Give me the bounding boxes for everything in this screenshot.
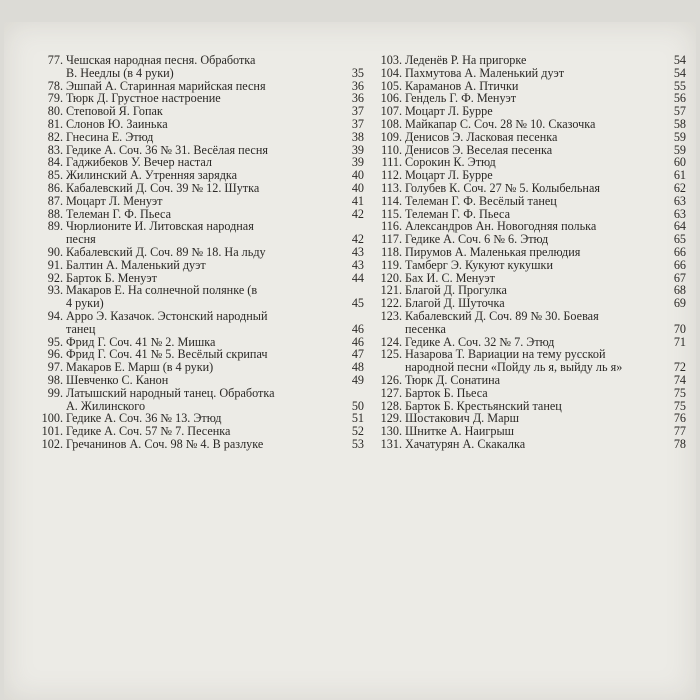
page-number: 56 bbox=[673, 91, 686, 106]
entry-title: Леденёв Р. На пригорке bbox=[405, 53, 527, 67]
entry-number: 103. bbox=[380, 53, 402, 67]
entry-number: 109. bbox=[380, 129, 402, 144]
entry-number: 92. bbox=[47, 270, 63, 285]
entry-title-continued: песня bbox=[66, 232, 96, 247]
entry-title-continued: А. Жилинского bbox=[66, 398, 146, 413]
entry-number: 128. bbox=[380, 398, 402, 413]
page-number: 42 bbox=[351, 232, 364, 247]
contents-entry bbox=[35, 220, 369, 246]
page-number: 40 bbox=[351, 168, 364, 183]
entry-title: Макаров Е. На солнечной полянке (в bbox=[66, 283, 258, 298]
entry-title: Пирумов А. Маленькая прелюдия bbox=[405, 244, 581, 259]
entry-number: 110. bbox=[381, 142, 402, 157]
page-number: 35 bbox=[351, 65, 364, 80]
entry-number: 122. bbox=[380, 296, 402, 311]
entry-number: 77. bbox=[47, 53, 63, 67]
entry-number: 127. bbox=[380, 385, 402, 400]
entry-title: Гендель Г. Ф. Менуэт bbox=[405, 91, 517, 106]
entry-number: 116. bbox=[381, 219, 402, 234]
entry-title: Гедике А. Соч. 57 № 7. Песенка bbox=[66, 424, 231, 439]
entry-number: 88. bbox=[47, 206, 63, 221]
entry-number: 118. bbox=[381, 244, 402, 259]
entry-number: 108. bbox=[380, 116, 402, 131]
entry-number: 126. bbox=[380, 372, 402, 387]
page-number: 41 bbox=[351, 193, 364, 208]
page-number: 38 bbox=[351, 129, 364, 144]
page-number: 58 bbox=[673, 116, 686, 131]
entry-title: Макаров Е. Марш (в 4 руки) bbox=[66, 360, 214, 375]
entry-number: 91. bbox=[47, 257, 63, 272]
entry-title: Жилинский А. Утренняя зарядка bbox=[66, 168, 238, 183]
entry-number: 113. bbox=[381, 180, 402, 195]
entry-title: Хачатурян А. Скакалка bbox=[405, 436, 526, 451]
entry-title: Благой Д. Шуточка bbox=[405, 296, 505, 311]
entry-number: 100. bbox=[41, 411, 63, 426]
contents-entry bbox=[35, 310, 369, 336]
page-number: 61 bbox=[673, 168, 686, 183]
entry-number: 78. bbox=[47, 78, 63, 93]
entry-title: Гедике А. Соч. 36 № 13. Этюд bbox=[66, 411, 222, 426]
entry-number: 98. bbox=[47, 372, 63, 387]
page-number: 55 bbox=[673, 78, 686, 93]
contents-entry bbox=[372, 310, 694, 336]
page-number: 40 bbox=[351, 180, 364, 195]
page-number: 54 bbox=[673, 65, 686, 80]
entry-title: Фрид Г. Соч. 41 № 2. Мишка bbox=[66, 334, 216, 349]
entry-title: Кабалевский Д. Соч. 89 № 30. Боевая bbox=[405, 308, 599, 323]
page-number: 66 bbox=[673, 244, 686, 259]
page-number: 60 bbox=[673, 155, 686, 170]
entry-number: 131. bbox=[380, 436, 402, 451]
page-number: 44 bbox=[351, 270, 364, 285]
entry-title: Эшпай А. Старинная марийская песня bbox=[66, 78, 266, 93]
page-number: 37 bbox=[351, 116, 364, 131]
page-number: 62 bbox=[673, 180, 686, 195]
entry-title: Степовой Я. Гопак bbox=[66, 104, 163, 119]
entry-title: Слонов Ю. Заинька bbox=[66, 116, 168, 131]
page-number: 74 bbox=[673, 372, 686, 387]
entry-title: Денисов Э. Веселая песенка bbox=[405, 142, 553, 157]
page-number: 43 bbox=[351, 257, 364, 272]
contents-entry bbox=[35, 387, 369, 413]
page-number: 36 bbox=[351, 91, 364, 106]
entry-number: 125. bbox=[380, 347, 402, 362]
page-number: 63 bbox=[673, 206, 686, 221]
entry-title: Гедике А. Соч. 6 № 6. Этюд bbox=[405, 232, 549, 247]
entry-number: 80. bbox=[47, 104, 63, 119]
page-number: 48 bbox=[351, 360, 364, 375]
contents-entry bbox=[372, 348, 694, 374]
entry-number: 120. bbox=[380, 270, 402, 285]
page-number: 39 bbox=[351, 155, 364, 170]
entry-title: Тюрк Д. Грустное настроение bbox=[66, 91, 221, 106]
entry-number: 95. bbox=[47, 334, 63, 349]
entry-title: Телеман Г. Ф. Пьеса bbox=[66, 206, 172, 221]
page-number: 51 bbox=[351, 411, 364, 426]
entry-number: 86. bbox=[47, 180, 63, 195]
entry-title: Балтин А. Маленький дуэт bbox=[66, 257, 206, 272]
entry-title: Майкапар С. Соч. 28 № 10. Сказочка bbox=[405, 116, 596, 131]
entry-title-continued: песенка bbox=[405, 321, 446, 336]
entry-title: Гаджибеков У. Вечер настал bbox=[66, 155, 213, 170]
entry-number: 93. bbox=[47, 283, 63, 298]
page-number: 46 bbox=[351, 334, 364, 349]
entry-number: 105. bbox=[380, 78, 402, 93]
entry-number: 117. bbox=[381, 232, 402, 247]
page-number: 66 bbox=[673, 257, 686, 272]
entry-title: Гнесина Е. Этюд bbox=[66, 129, 154, 144]
entry-title-continued: В. Неедлы (в 4 руки) bbox=[66, 65, 174, 80]
entry-number: 104. bbox=[380, 65, 402, 80]
contents-entry bbox=[35, 54, 369, 80]
page-number: 65 bbox=[673, 232, 686, 247]
entry-number: 87. bbox=[47, 193, 63, 208]
page-number: 78 bbox=[673, 436, 686, 451]
entry-number: 112. bbox=[381, 168, 402, 183]
entry-title: Моцарт Л. Бурре bbox=[405, 168, 493, 183]
entry-title: Чюрлионите И. Литовская народная bbox=[66, 219, 254, 234]
contents-entry bbox=[372, 438, 694, 451]
page-number: 36 bbox=[351, 78, 364, 93]
page-number: 59 bbox=[673, 142, 686, 157]
entry-number: 85. bbox=[47, 168, 63, 183]
entry-title: Гедике А. Соч. 36 № 31. Весёлая песня bbox=[66, 142, 268, 157]
contents-entry bbox=[35, 438, 369, 451]
entry-title: Шевченко С. Канон bbox=[66, 372, 169, 387]
page-number: 64 bbox=[673, 219, 686, 234]
page-number: 68 bbox=[673, 283, 686, 298]
entry-number: 99. bbox=[47, 385, 63, 400]
entry-title: Барток Б. Пьеса bbox=[405, 385, 488, 400]
entry-title: Барток Б. Крестьянский танец bbox=[405, 398, 562, 413]
entry-title: Бах И. С. Менуэт bbox=[405, 270, 495, 285]
page-number: 45 bbox=[351, 296, 364, 311]
entry-title: Денисов Э. Ласковая песенка bbox=[405, 129, 558, 144]
entry-number: 90. bbox=[47, 244, 63, 259]
entry-number: 115. bbox=[381, 206, 402, 221]
entry-title: Телеман Г. Ф. Весёлый танец bbox=[405, 193, 557, 208]
entry-title: Голубев К. Соч. 27 № 5. Колыбельная bbox=[405, 180, 600, 195]
entry-number: 79. bbox=[47, 91, 63, 106]
entry-number: 111. bbox=[381, 155, 402, 170]
entry-number: 129. bbox=[380, 411, 402, 426]
page-number: 54 bbox=[673, 53, 686, 67]
page-number: 59 bbox=[673, 129, 686, 144]
entry-title: Чешская народная песня. Обработка bbox=[66, 53, 256, 67]
page-number: 49 bbox=[351, 372, 364, 387]
entry-number: 106. bbox=[380, 91, 402, 106]
page-number: 63 bbox=[673, 193, 686, 208]
entry-title: Кабалевский Д. Соч. 89 № 18. На льду bbox=[66, 244, 266, 259]
page-number: 53 bbox=[351, 436, 364, 451]
entry-title: Тамберг Э. Кукуют кукушки bbox=[405, 257, 553, 272]
entry-title: Моцарт Л. Менуэт bbox=[66, 193, 163, 208]
entry-title: Гедике А. Соч. 32 № 7. Этюд bbox=[405, 334, 555, 349]
contents-left-column bbox=[35, 54, 369, 451]
entry-number: 82. bbox=[47, 129, 63, 144]
entry-number: 101. bbox=[41, 424, 63, 439]
entry-number: 81. bbox=[47, 116, 63, 131]
entry-number: 89. bbox=[47, 219, 63, 234]
contents-entry bbox=[35, 284, 369, 310]
page-number: 39 bbox=[351, 142, 364, 157]
entry-title: Телеман Г. Ф. Пьеса bbox=[405, 206, 511, 221]
entry-title: Моцарт Л. Бурре bbox=[405, 104, 493, 119]
page-number: 43 bbox=[351, 244, 364, 259]
entry-number: 124. bbox=[380, 334, 402, 349]
page-number: 69 bbox=[673, 296, 686, 311]
entry-number: 84. bbox=[47, 155, 63, 170]
page-number: 75 bbox=[673, 385, 686, 400]
page-number: 50 bbox=[351, 398, 364, 413]
entry-number: 123. bbox=[380, 308, 402, 323]
page-number: 76 bbox=[673, 411, 686, 426]
entry-title: Латышский народный танец. Обработка bbox=[66, 385, 275, 400]
entry-number: 114. bbox=[381, 193, 402, 208]
entry-title: Караманов А. Птички bbox=[405, 78, 519, 93]
page-number: 72 bbox=[673, 360, 686, 375]
entry-title-continued: 4 руки) bbox=[66, 296, 104, 311]
entry-title: Кабалевский Д. Соч. 39 № 12. Шутка bbox=[66, 180, 260, 195]
entry-number: 119. bbox=[381, 257, 402, 272]
entry-title: Барток Б. Менуэт bbox=[66, 270, 157, 285]
page-number: 52 bbox=[351, 424, 364, 439]
page-number: 75 bbox=[673, 398, 686, 413]
entry-title: Шостакович Д. Марш bbox=[405, 411, 519, 426]
contents-right-column bbox=[372, 54, 694, 451]
entry-number: 97. bbox=[47, 360, 63, 375]
page-number: 71 bbox=[673, 334, 686, 349]
entry-number: 130. bbox=[380, 424, 402, 439]
entry-title: Фрид Г. Соч. 41 № 5. Весёлый скрипач bbox=[66, 347, 268, 362]
entry-title: Гречанинов А. Соч. 98 № 4. В разлуке bbox=[66, 436, 264, 451]
entry-title: Пахмутова А. Маленький дуэт bbox=[405, 65, 565, 80]
page-number: 67 bbox=[673, 270, 686, 285]
entry-number: 102. bbox=[41, 436, 63, 451]
entry-title: Тюрк Д. Сонатина bbox=[405, 372, 501, 387]
page-number: 42 bbox=[351, 206, 364, 221]
entry-number: 107. bbox=[380, 104, 402, 119]
entry-number: 121. bbox=[380, 283, 402, 298]
page-number: 37 bbox=[351, 104, 364, 119]
entry-title-continued: танец bbox=[66, 321, 96, 336]
book-page bbox=[4, 22, 696, 700]
entry-title: Александров Ан. Новогодняя полька bbox=[405, 219, 597, 234]
entry-number: 96. bbox=[47, 347, 63, 362]
page-number: 77 bbox=[673, 424, 686, 439]
entry-title: Сорокин К. Этюд bbox=[405, 155, 496, 170]
entry-title: Благой Д. Прогулка bbox=[405, 283, 507, 298]
entry-title: Шнитке А. Наигрыш bbox=[405, 424, 515, 439]
entry-number: 94. bbox=[47, 308, 63, 323]
entry-number: 83. bbox=[47, 142, 63, 157]
page-number: 70 bbox=[673, 321, 686, 336]
page-number: 57 bbox=[673, 104, 686, 119]
entry-title: Арро Э. Казачок. Эстонский народный bbox=[66, 308, 268, 323]
entry-title: Назарова Т. Вариации на тему русской bbox=[405, 347, 606, 362]
page-number: 46 bbox=[351, 321, 364, 336]
page-number: 47 bbox=[351, 347, 364, 362]
entry-title-continued: народной песни «Пойду ль я, выйду ль я» bbox=[405, 360, 623, 375]
